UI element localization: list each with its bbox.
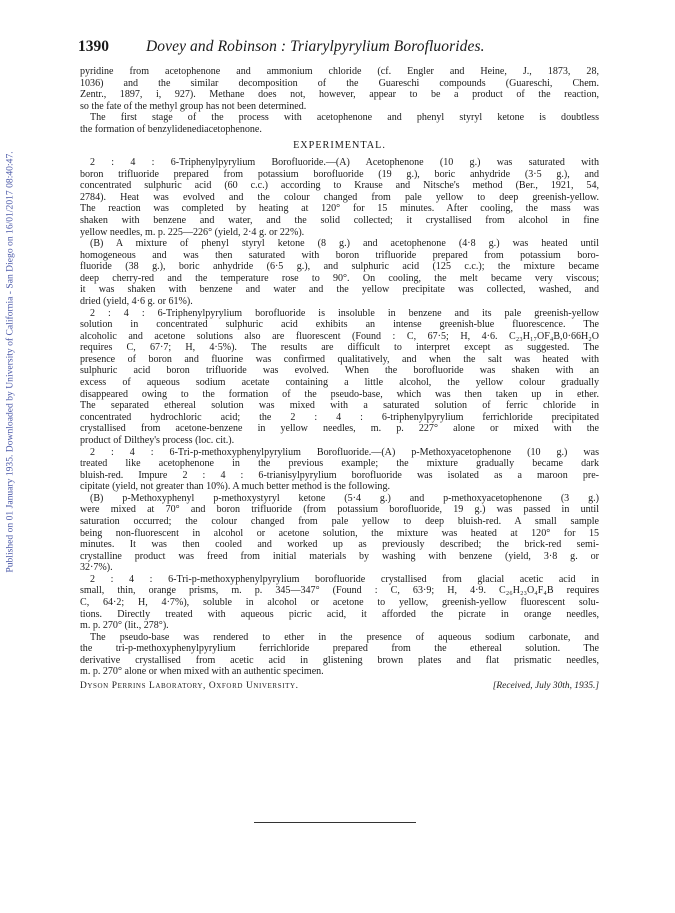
body-line: concentrated sulphuric acid (60 c.c.) according to Krause and Nitsche's method (Ber., 1921, 54, [80, 180, 599, 192]
body-line: saturation occurred; the colour changed from pale yellow to deep bluish-red. A small sample [80, 515, 599, 527]
body-line: alcoholic and acetone solutions also are fluorescent (Found : C, 67·5; H, 4·6. C₂₃H₁₇OF₄B,0·66H₂O [80, 330, 599, 342]
body-line: deep cherry-red and the temperature rose to 90°. On cooling, the melt became very viscous; [80, 272, 599, 284]
body-line: yellow needles, m. p. 225—226° (yield, 2·4 g. or 22%). [80, 226, 305, 238]
body-line: requires C, 67·7; H, 4·5%). The results are difficult to interpret except as suggested. The [80, 342, 599, 354]
body-line: dried (yield, 4·6 g. or 61%). [80, 295, 193, 307]
body-line: 2784). Heat was evolved and the colour changed from pale yellow to deep greenish-yellow. [80, 191, 599, 203]
body-line: 2 : 4 : 6-Triphenylpyrylium borofluoride is insoluble in benzene and its pale greenish-yellow [90, 307, 599, 319]
body-line: 2 : 4 : 6-Tri-p-methoxyphenylpyrylium borofluoride crystallised from glacial acetic acid in [90, 573, 599, 585]
body-line: treated like acetophenone in the previous example; the mixture gradually became dark [80, 458, 599, 470]
body-line: m. p. 270° alone or when mixed with an authentic specimen. [80, 666, 324, 678]
body-line: 2 : 4 : 6-Tri-p-methoxyphenylpyrylium Borofluoride.—(A) p-Methoxyacetophenone (10 g.) was [90, 446, 599, 458]
body-line: pyridine from acetophenone and ammonium chloride (cf. Engler and Heine, J., 1873, 28, [80, 66, 599, 77]
body-line: minutes. It was then cooled and worked up as previously described; the brick-red semi- [80, 539, 599, 551]
body-line: 32·7%). [80, 562, 113, 574]
download-notice-text: Published on 01 January 1935. Downloaded by University of California - San Diego on 16/01/2017 08:40:47. [4, 151, 16, 573]
body-line: derivative crystallised from acetic acid in glistening brown plates and flat prismatic needles, [80, 654, 599, 666]
body-line: cipitate (yield, not greater than 10%). A much better method is the following. [80, 481, 390, 493]
body-line: sulphuric acid boron trifluoride was evolved. When the borofluoride was shaken with an [80, 365, 599, 377]
body-line: 2 : 4 : 6-Triphenylpyrylium Borofluoride.—(A) Acetophenone (10 g.) was saturated with [90, 157, 599, 169]
body-line: Zentr., 1897, i, 927). Methane does not, however, appear to be a product of the reaction, [80, 89, 599, 101]
footer-row [80, 681, 599, 693]
article-body [80, 66, 599, 693]
body-line: tions. Directly treated with aqueous picric acid, it afforded the picrate in orange needles, [80, 608, 599, 620]
section-heading: EXPERIMENTAL. [293, 140, 386, 152]
body-line: concentrated hydrochloric acid; the 2 : 4 : 6-triphenylpyrylium ferrichloride precipitated [80, 411, 599, 423]
body-line: excess of aqueous sodium acetate containing a little alcohol, the yellow colour gradually [80, 377, 599, 389]
body-line: shaken with benzene and water, and the solid collected; it crystallised from alcohol in fine [80, 214, 599, 226]
body-line: solution in concentrated sulphuric acid exhibits an intense greenish-blue fluorescence. The [80, 319, 599, 331]
body-line: boron trifluoride prepared from potassium borofluoride (19 g.), boric anhydride (3·5 g.), and [80, 168, 599, 180]
body-line: presence of boron and fluorine was confirmed qualitatively, and when the salt was heated with [80, 353, 599, 365]
body-line: the tri-p-methoxyphenylpyrylium ferrichloride prepared from the ethereal solution. The [80, 643, 599, 655]
body-line: 1036) and the similar decomposition of the Guareschi compounds (Guareschi, Chem. [80, 77, 599, 89]
body-line: C, 64·2; H, 4·7%), soluble in alcohol or acetone to yellow, greenish-yellow fluorescent solu- [80, 597, 599, 609]
body-line: being non-fluorescent in alcohol or acetone solution, the mixture was heated at 120° for 15 [80, 527, 599, 539]
body-line: crystallised from acetone-benzene in yellow needles, m. p. 227° alone or mixed with the [80, 423, 599, 435]
end-rule [254, 822, 416, 823]
body-line: (B) p-Methoxyphenyl p-methoxystyryl ketone (5·4 g.) and p-methoxyacetophenone (3 g.) [90, 492, 599, 504]
download-notice-sidebar [2, 0, 18, 913]
body-line: fluoride (38 g.), boric anhydride (6·5 g.), and sulphuric acid (125 c.c.); the mixture became [80, 261, 599, 273]
body-line: The first stage of the process with acetophenone and phenyl styryl ketone is doubtless [90, 112, 599, 124]
body-line: bluish-red. Impure 2 : 4 : 6-trianisylpyrylium borofluoride was isolated as a maroon pre- [80, 469, 599, 481]
body-line: homogeneous and was then saturated with boron trifluoride prepared from potassium boro- [80, 249, 599, 261]
body-line: product of Dilthey's process (loc. cit.). [80, 434, 235, 446]
running-title: Dovey and Robinson : Triarylpyrylium Borofluorides. [146, 38, 485, 55]
body-line: The separated ethereal solution was mixed with a saturated solution of ferric chloride in [80, 400, 599, 412]
body-line: small, thin, orange prisms, m. p. 345—347° (Found : C, 63·9; H, 4·9. C₂₆H₂₃O₄F₄B requires [80, 585, 599, 597]
page-number: 1390 [78, 38, 109, 55]
body-line: (B) A mixture of phenyl styryl ketone (8 g.) and acetophenone (4·8 g.) was heated until [90, 238, 599, 250]
body-line: so the fate of the methyl group has not been determined. [80, 100, 307, 112]
body-line: The pseudo-base was rendered to ether in the presence of aqueous sodium carbonate, and [90, 631, 599, 643]
body-line: were mixed at 70° and boron trifluoride (from potassium borofluoride, 19 g.) was passed in until [80, 504, 599, 516]
body-line: it was shaken with benzene and water and the yellow precipitate was collected, washed, and [80, 284, 599, 296]
received-date: [Received, July 30th, 1935.] [492, 681, 599, 692]
body-line: The reaction was completed by heating at 120° for 15 minutes. After cooling, the mass was [80, 203, 599, 215]
body-line: the formation of benzylidenediacetophenone. [80, 123, 262, 135]
body-line: m. p. 270° (lit., 278°). [80, 620, 169, 632]
running-header [78, 38, 598, 58]
body-line: crystalline product was freed from initial materials by washing with benzene (yield, 3·8 g. or [80, 550, 599, 562]
laboratory-affiliation: Dyson Perrins Laboratory, Oxford University. [80, 681, 299, 692]
body-line: disappeared owing to the formation of the pseudo-base, which was then taken up in ether. [80, 388, 599, 400]
